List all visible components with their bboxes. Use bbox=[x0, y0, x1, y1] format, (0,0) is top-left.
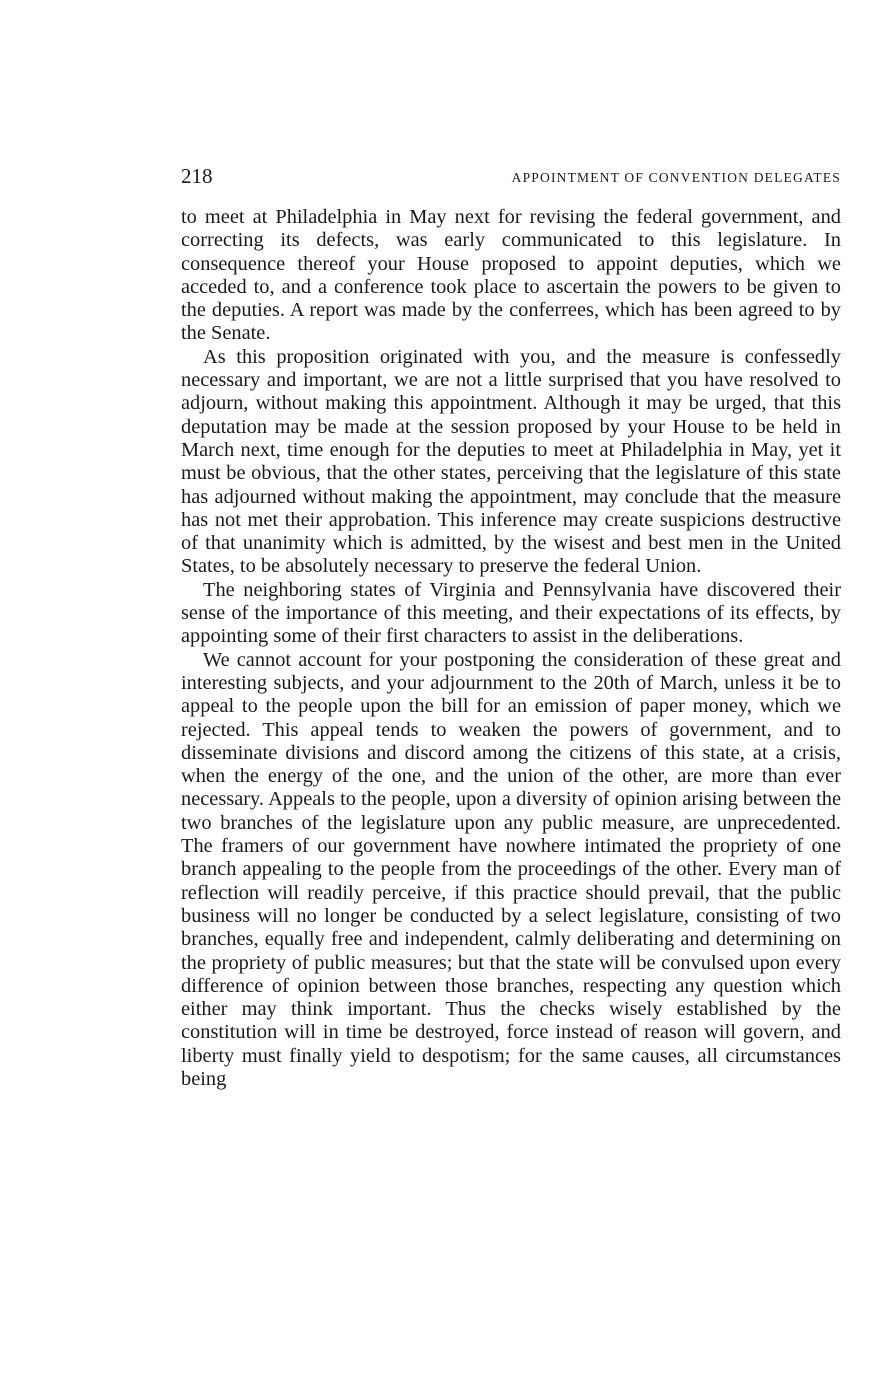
paragraph-neighboring-states: The neighboring states of Virginia and Pennsylvania have discovered their sense of the importance of this meeting, and their expectations of its effects, by appointing some of their first characters to assist in the deliberations. bbox=[181, 578, 841, 648]
paragraph-continued: to meet at Philadelphia in May next for revising the federal government, and correcting its defects, was early communicated to this legislature. In consequence thereof your House proposed to appoint deputies, which we acceded to, and a conference took place to ascertain the powers to be given to the deputies. A report was made by the conferrees, which has been agreed to by the Senate. bbox=[181, 206, 841, 345]
running-title: APPOINTMENT OF CONVENTION DELEGATES bbox=[511, 170, 841, 185]
paragraph-appeal-to-people: We cannot account for your postponing the consideration of these great and interesting subjects, and your adjournment to the 20th of March, unless it be to appeal to the people upon the bill for an emission of paper money, which we rejected. This appeal tends to weaken the powers of government, and to disseminate divisions and discord among the citizens of this state, at a crisis, when the energy of the one, and the union of the other, are more than ever necessary. Appeals to the people, upon a diversity of opinion arising between the two branches of the legislature upon any public measure, are unprecedented. The framers of our government have nowhere intimated the propriety of one branch appealing to the people from the proceedings of the other. Every man of reflection will readily perceive, if this practice should prevail, that the public business will no longer be conducted by a select legislature, consisting of two branches, equally free and independent, calmly deliberating and determining on the propriety of public measures; but that the state will be convulsed upon every difference of opinion between those branches, respecting any question which either may think important. Thus the checks wisely established by the constitution will in time be destroyed, force instead of reason will govern, and liberty must finally yield to despotism; for the same causes, all circumstances being bbox=[181, 648, 841, 1090]
page-number: 218 bbox=[181, 164, 213, 188]
paragraph-adjournment-surprise: As this proposition originated with you, and the measure is confessedly necessary and important, we are not a little surprised that you have resolved to adjourn, without making this appointment. Although it may be urged, that this deputation may be made at the session proposed by your House to be held in March next, time enough for the deputies to meet at Philadelphia in May, yet it must be obvious, that the other states, perceiving that the legislature of this state has adjourned without making the appointment, may conclude that the measure has not met their approbation. This inference may create suspicions destructive of that unanimity which is admitted, by the wisest and best men in the United States, to be absolutely necessary to preserve the federal Union. bbox=[181, 345, 841, 578]
body-text bbox=[181, 206, 841, 1091]
running-head bbox=[181, 160, 841, 190]
book-page bbox=[181, 160, 841, 1091]
